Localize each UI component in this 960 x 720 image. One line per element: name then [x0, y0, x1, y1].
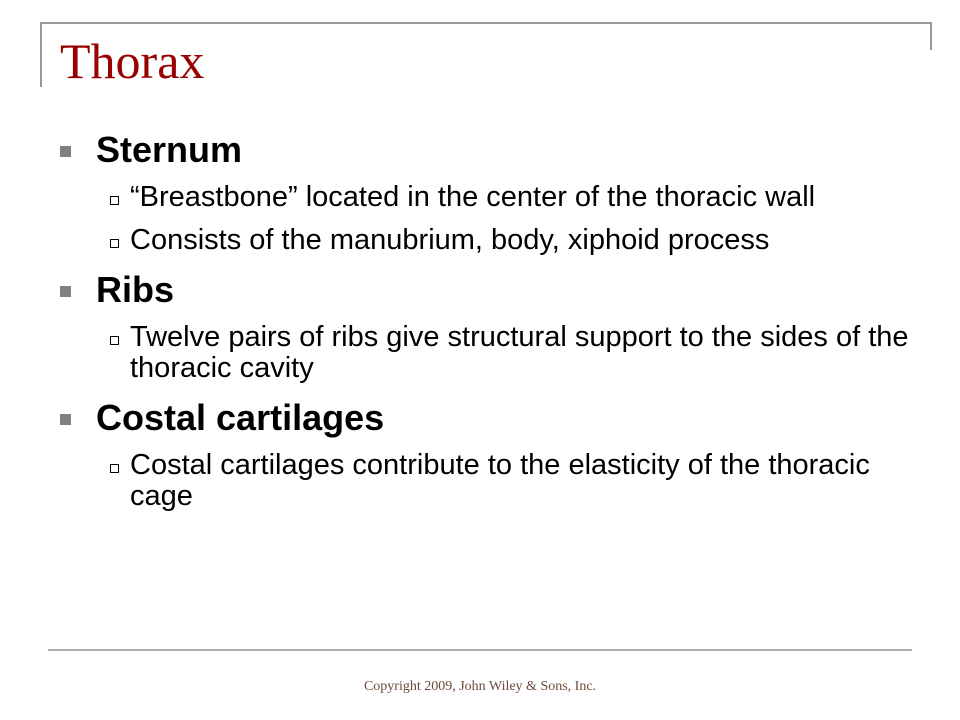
footer-divider	[48, 649, 912, 651]
square-bullet-icon	[60, 286, 71, 297]
slide-title: Thorax	[60, 33, 205, 89]
sub-bullet	[56, 322, 916, 384]
sub-bullet	[56, 225, 916, 256]
bullet-costal-cartilages	[56, 396, 916, 440]
slide-content	[56, 128, 916, 524]
square-bullet-icon	[60, 414, 71, 425]
sub-bullet-text: Costal cartilages contribute to the elasticity of the thoracic cage	[130, 449, 870, 512]
bullet-label: Costal cartilages	[96, 397, 385, 438]
hollow-square-bullet-icon	[110, 239, 119, 248]
square-bullet-icon	[60, 146, 71, 157]
frame-right-line	[930, 22, 932, 50]
sub-bullet	[56, 450, 916, 512]
sub-bullet-text: Consists of the manubrium, body, xiphoid process	[130, 224, 770, 256]
hollow-square-bullet-icon	[110, 196, 119, 205]
frame-top-line	[40, 22, 932, 24]
sub-bullet-text: “Breastbone” located in the center of the thoracic wall	[130, 181, 816, 213]
sub-bullet-text: Twelve pairs of ribs give structural support to the sides of the thoracic cavity	[130, 321, 909, 384]
bullet-ribs	[56, 268, 916, 312]
hollow-square-bullet-icon	[110, 336, 119, 345]
frame-left-line	[40, 22, 42, 87]
hollow-square-bullet-icon	[110, 464, 119, 473]
bullet-label: Sternum	[96, 129, 243, 170]
sub-bullet	[56, 182, 916, 213]
bullet-label: Ribs	[96, 269, 175, 310]
footer-copyright: Copyright 2009, John Wiley & Sons, Inc.	[363, 679, 597, 694]
bullet-sternum	[56, 128, 916, 172]
